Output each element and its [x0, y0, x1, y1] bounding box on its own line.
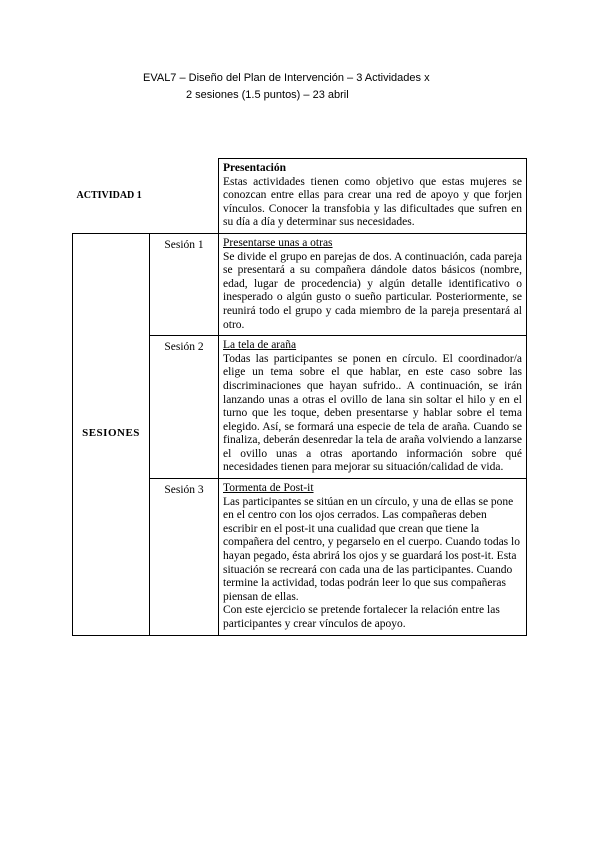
session-description: Las participantes se sitúan en un círculo, y una de ellas se pone en el centro con los ojos cerrados. Las compañeras deben escribir en el post-it una cualidad que crean que tiene la compañera del centro, y pegarselo en el cuerpo. Cuando todas lo hayan pegado, ésta abrirá los ojos y se guardará los post-it. Esta situación se recreará con cada una de las participantes. Cuando termine la actividad, todas podrán leer lo que sus compañeras piensan de ellas. [223, 495, 520, 603]
session-label: Sesión 1 [150, 233, 219, 335]
activity-table [72, 158, 527, 636]
session-title: Tormenta de Post-it [223, 482, 314, 495]
activity-label: ACTIVIDAD 1 [73, 159, 219, 234]
activity-description-cell [219, 159, 527, 234]
document-title-line-2: 2 sesiones (1.5 puntos) – 23 abril [186, 89, 349, 101]
document-title-line-1: EVAL7 – Diseño del Plan de Intervención – 3 Actividades x [143, 72, 430, 84]
session-row [73, 233, 527, 335]
session-content [219, 336, 527, 479]
activity-row [73, 159, 527, 234]
session-description: Todas las participantes se ponen en círculo. El coordinador/a elige un tema sobre el que hablar, en este caso sobre las discriminaciones que hayan sufrido.. A continuación, se irán lanzando unas a otras el ovillo de lana sin soltar el hilo y en el turno que les toque, deben presentarse y hablar sobre el tema elegido. Así, se formará una especie de tela de araña. Cuando se finaliza, deberán desenredar la tela de araña volviendo a lanzarse el ovillo unas a otras aportando información sobre qué necesidades tienen para mejorar su situación/calidad de vida. [223, 352, 522, 474]
session-label: Sesión 2 [150, 336, 219, 479]
activity-description: Estas actividades tienen como objetivo que estas mujeres se conozcan entre ellas para crear una red de apoyo y que forjen vínculos. Conocer la transfobia y las dificultades que sufren en su día a día y determinar sus necesidades. [223, 175, 522, 229]
session-label: Sesión 3 [150, 479, 219, 636]
session-description: Se divide el grupo en parejas de dos. A continuación, cada pareja se presentará a su compañera dándole datos básicos (nombre, edad, lugar de procedencia) y algún detalle identificativo o inesperado o algún gusto o sueño particular. Posteriormente, se reunirá todo el grupo y cada miembro de la pareja presentará al otro. [223, 250, 522, 331]
session-title: La tela de araña [223, 339, 297, 352]
session-content [219, 479, 527, 636]
sessions-label: SESIONES [73, 233, 150, 635]
activity-title: Presentación [223, 162, 287, 174]
session-title: Presentarse unas a otras [223, 236, 333, 249]
session-content [219, 233, 527, 335]
session-description: Con este ejercicio se pretende fortalecer la relación entre las participantes y crear vínculos de apoyo. [223, 604, 500, 630]
